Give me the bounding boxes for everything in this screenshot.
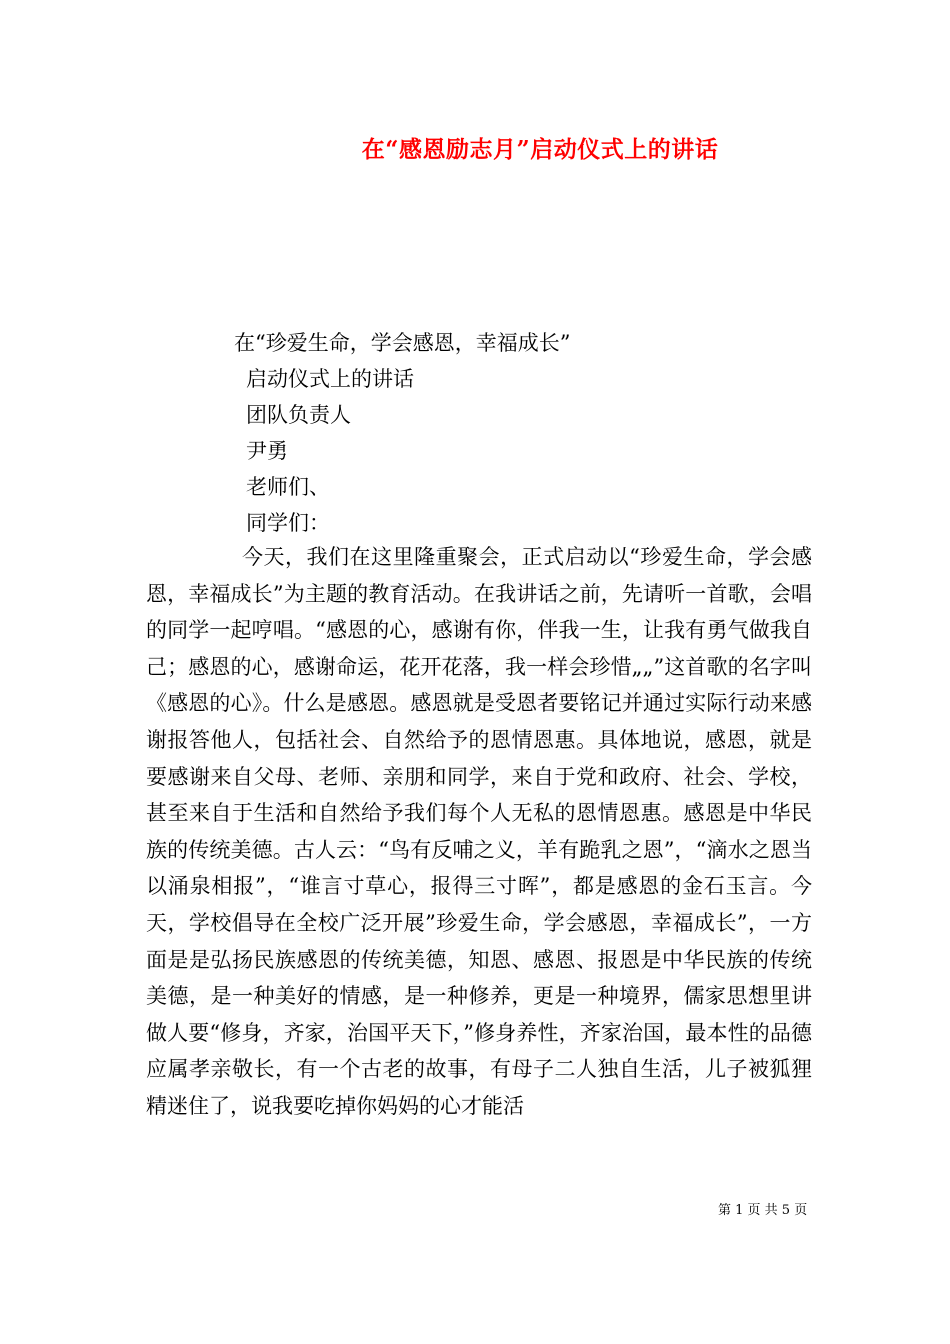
heading-line-speaker: 尹勇 — [246, 439, 288, 463]
heading-line-role: 团队负责人 — [246, 403, 351, 427]
document-title: 在“感恩励志月”启动仪式上的讲话 — [361, 136, 719, 163]
page-number-footer: 第 1 页 共 5 页 — [718, 1203, 808, 1218]
greeting-teachers: 老师们、 — [246, 475, 330, 499]
heading-line-theme: 在“珍爱生命，学会感恩，幸福成长” — [234, 331, 571, 355]
speech-heading — [234, 325, 570, 541]
greeting-students: 同学们： — [246, 511, 330, 535]
body-paragraph: 今天，我们在这里隆重聚会，正式启动以“珍爱生命，学会感恩，幸福成长”为主题的教育活动。在我讲话之前，先请听一首歌，会唱的同学一起哼唱。“感恩的心，感谢有你，伴我一生，让我有勇气做我自己；感恩的心，感谢命运，花开花落，我一样会珍惜„„”这首歌的名字叫《感恩的心》。什么是感恩。感恩就是受恩者要铭记并通过实际行动来感谢报答他人，包括社会、自然给予的恩情恩惠。具体地说，感恩，就是要感谢来自父母、老师、亲朋和同学，来自于党和政府、社会、学校，甚至来自于生活和自然给予我们每个人无私的恩情恩惠。感恩是中华民族的传统美德。古人云：“鸟有反哺之义，羊有跪乳之恩”，“滴水之恩当以涌泉相报”，“谁言寸草心，报得三寸晖”，都是感恩的金石玉言。今天，学校倡导在全校广泛开展”珍爱生命，学会感恩，幸福成长”，一方面是是弘扬民族感恩的传统美德，知恩、感恩、报恩是中华民族的传统美德，是一种美好的情感，是一种修养，更是一种境界，儒家思想里讲做人要“修身，齐家，治国平天下，”修身养性，齐家治国，最本性的品德应属孝亲敬长，有一个古老的故事，有母子二人独自生活，儿子被狐狸精迷住了，说我要吃掉你妈妈的心才能活 — [146, 545, 812, 1118]
heading-line-occasion: 启动仪式上的讲话 — [246, 367, 414, 391]
